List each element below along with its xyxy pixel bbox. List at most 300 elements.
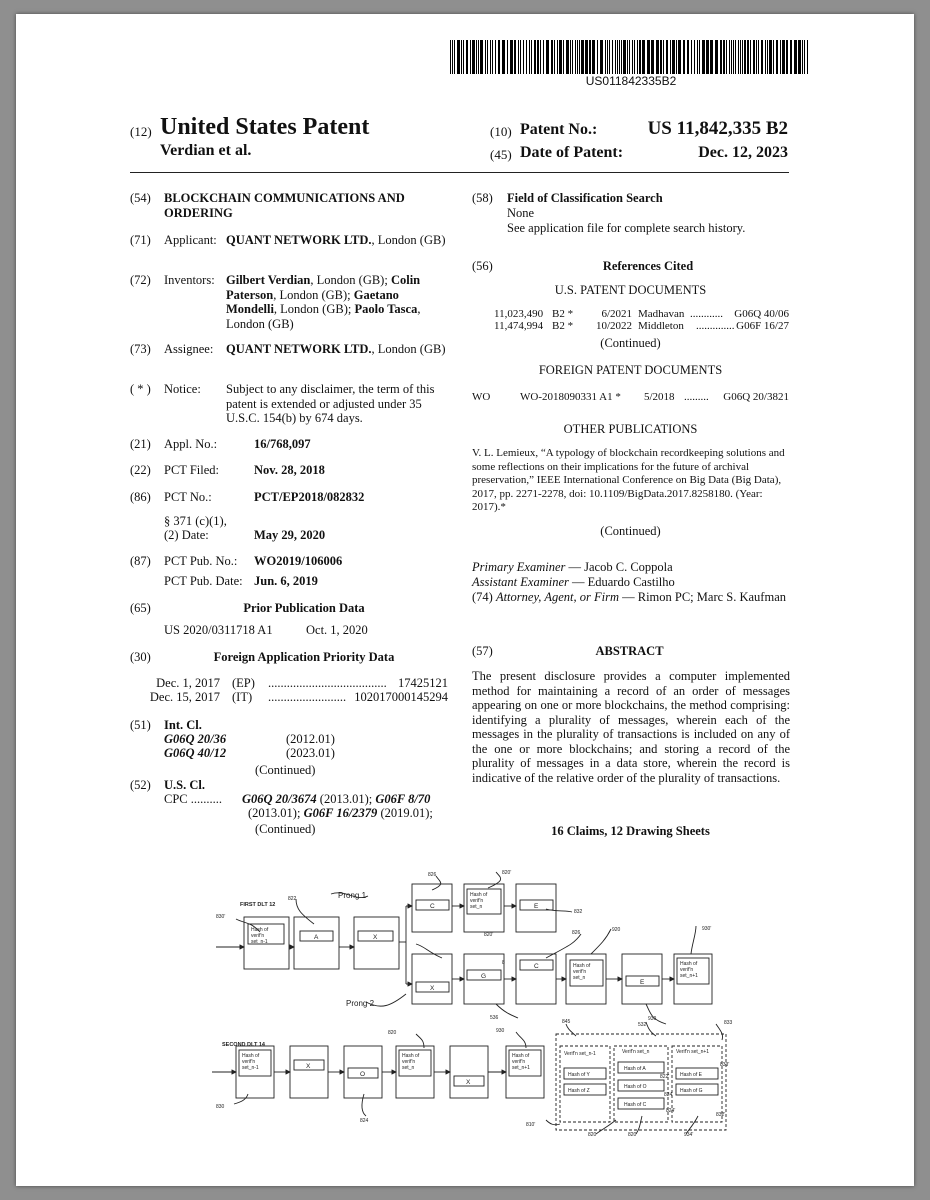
barcode-bar [543,40,544,74]
patent-no-label: Patent No.: [520,121,598,138]
cpc-class-1: G06Q 20/3674 [242,792,317,806]
fig-text: verif'n [251,933,265,939]
barcode-bar [518,40,519,74]
ref-date: 6/2021 [601,308,632,320]
fig-hash-a: Hash of A [624,1066,646,1072]
barcode-bar [726,40,727,74]
cpc-leader: .......... [190,792,223,806]
ref-label: 830 [216,1104,225,1110]
ref-label: 824 [360,1118,369,1124]
ref-label: 824' [666,1108,676,1114]
fig-text: Hash of [680,961,698,967]
fig-verif-next: Verif'n set_n+1 [676,1049,710,1055]
ref-label: 820' [484,932,494,938]
pct-no-code: (86) [130,490,151,504]
other-pubs-continued: (Continued) [600,524,661,538]
barcode-bar [490,40,491,74]
inventor-1: Gilbert Verdian [226,273,311,287]
priority-leader: ...................................... [268,676,387,690]
reference-row [472,308,789,320]
uscl-label: U.S. Cl. [164,778,205,792]
fig-text: Hash of [573,963,591,969]
fig-text: verif'n [242,1059,256,1065]
barcode-bar [738,40,739,74]
pct-filed-code: (22) [130,463,151,477]
barcode-bar [495,40,496,74]
block-a [294,917,339,969]
fig-block-x3: X [306,1063,311,1070]
barcode-bar [699,40,700,74]
barcode-bar [612,40,613,74]
intcl-class-2: G06Q 40/12 [164,746,227,760]
applicant-label: Applicant: [164,233,217,247]
applicant-code: (71) [130,233,151,247]
priority-date: Dec. 15, 2017 [149,690,220,704]
cpc-classes-2 [248,806,468,821]
barcode-bar [554,40,555,74]
barcode-bar [476,40,477,74]
barcode-bar [461,40,462,74]
barcode-bar [478,40,479,74]
fig-hash-o: Hash of O [624,1084,647,1090]
block-hash-verif-n [566,954,606,1004]
fig-text: verif'n [470,898,484,904]
barcode-bar [678,40,681,74]
us-docs-list [472,308,789,332]
barcode-bar [642,40,645,74]
invention-title: BLOCKCHAIN COMMUNICATIONS AND ORDERING [164,191,405,220]
barcode-bar [687,40,689,74]
title-code: (54) [130,191,151,205]
cpc-class-3: G06F 16/2379 [303,806,378,820]
barcode-bar [621,40,622,74]
pct-pub-date-label: PCT Pub. Date: [164,574,243,588]
inventor-2: Colin Paterson [226,273,421,302]
foreign-leader: ......... [684,391,709,403]
fig-hash-y: Hash of Y [568,1072,590,1078]
foreign-class: G06Q 20/3821 [723,391,789,403]
inventors-code: (72) [130,273,151,287]
ref-label: 826 [572,930,581,936]
fig-text: set_n [573,975,586,981]
barcode-bar [802,40,803,74]
figure-labels [216,870,733,1136]
ref-label: 934' [684,1132,694,1136]
ref-label: 820 [588,1132,597,1136]
date-code: (45) [490,147,512,162]
ref-label: 826 [428,872,437,878]
ref-label: 845 [562,1019,571,1025]
barcode-bar [607,40,608,74]
ref-label: 536 [490,1015,499,1021]
barcode-bar [776,40,778,74]
appl-label: Appl. No.: [164,437,218,451]
foreign-date: 5/2018 [644,391,675,403]
barcode-bar [577,40,578,74]
pct-no: PCT/EP2018/082832 [254,490,365,504]
barcode-bar [600,40,603,74]
fig-text: set_n [402,1065,415,1071]
date-label: Date of Patent: [520,144,624,161]
inventors-list [226,273,448,331]
fig-text: verif'n [402,1059,416,1065]
inventor-2-loc: , London (GB); [273,287,351,302]
ref-label: 822 [288,896,297,902]
ref-label: 8 [502,960,505,966]
barcode-bar [472,40,475,74]
barcode-bar [457,40,460,74]
barcode-bar [617,40,618,74]
barcode-bar [502,40,505,74]
ref-name: Middleton [638,320,684,332]
barcode-bar [740,40,741,74]
priority-number: 102017000145294 [354,690,448,704]
inventors-short: Verdian et al. [160,142,252,159]
barcode-bar [651,40,654,74]
barcode-bar [579,40,580,74]
barcode-bar [639,40,641,74]
block-c-prong2 [516,954,556,1004]
fig-block-c: C [430,903,435,910]
barcode-bar [756,40,757,74]
barcode-bar [619,40,620,74]
prior-date: Oct. 1, 2020 [306,623,368,637]
barcode-bar [660,40,662,74]
assignee [226,342,446,357]
ref-label: 930 [648,1016,657,1022]
barcode-bar [581,40,584,74]
priority-country: (IT) [232,690,253,704]
barcode-bar [672,40,675,74]
barcode [450,40,812,74]
attorney-code: (74) [472,590,496,604]
priority-number: 17425121 [398,676,448,690]
reference-row [472,320,789,332]
barcode-bar [572,40,573,74]
inventor-4: Paolo Tasca [354,302,418,316]
barcode-bar [765,40,766,74]
foreign-country: WO [472,391,491,403]
barcode-bar [790,40,792,74]
assignee-location: , London (GB) [371,342,446,356]
ref-label: 820' [502,870,512,876]
barcode-bar [773,40,774,74]
fig-text: Hash of [242,1053,260,1059]
fig-block-a: A [314,934,319,941]
intcl-version-2: (2023.01) [286,746,335,760]
pct-pub-no: WO2019/106006 [254,554,343,568]
cpc-version-3: (2019.01); [380,806,433,820]
header-rule [130,172,789,173]
barcode-bar [742,40,743,74]
patent-number: US 11,842,335 B2 [647,118,788,139]
barcode-bar [706,40,709,74]
assignee-name: QUANT NETWORK LTD. [226,342,372,356]
fig-block-x: X [373,934,378,941]
barcode-bar [710,40,713,74]
barcode-bar [807,40,808,74]
field-note: See application file for complete search history. [507,221,746,235]
barcode-bar [767,40,768,74]
barcode-bar [563,40,564,74]
barcode-bar [715,40,718,74]
barcode-bar [663,40,664,74]
pct-filed-date: Nov. 28, 2018 [254,463,325,477]
fig-text: verif'n [512,1059,526,1065]
barcode-bar [498,40,500,74]
ref-label: 930' [702,926,712,932]
barcode-bar [782,40,785,74]
barcode-bar [575,40,576,74]
patent-page [16,14,914,1186]
field-heading: Field of Classification Search [507,191,663,205]
other-publication: V. L. Lemieux, “A typology of blockchain recordkeeping solutions and some reflections on their implications for the future of archival preservation,” IEEE International Conference on Big Data (Big Data), 2017, pp. 2271-2278, doi: 10.1109/BigData.2017.8258180. (Year: 2017).* [472,447,785,513]
foreign-code: (30) [130,650,151,664]
ref-leader: .............. [696,320,735,332]
barcode-bar [514,40,516,74]
barcode-bar [670,40,671,74]
priority-list [140,676,448,704]
fig-hash-c: Hash of C [624,1102,647,1108]
barcode-bar [452,40,453,74]
cpc-label [164,792,222,807]
block-x [354,917,399,969]
primary-examiner-label: Primary Examiner [472,560,566,574]
barcode-bar [623,40,626,74]
appl-no: 16/768,097 [254,437,311,451]
barcode-bar [720,40,722,74]
kind-code: (12) [130,124,152,139]
ref-number: 11,474,994 [494,320,544,332]
ref-label: 832' [716,1112,726,1118]
ref-label: 833 [724,1020,733,1026]
cpc-classes [242,792,462,807]
pct-pub-label: PCT Pub. No.: [164,554,238,568]
fig-text: Hash of [251,927,269,933]
notice-code: ( * ) [130,382,151,396]
ref-label: 820' [628,1132,638,1136]
ref-label: 830' [216,914,226,920]
abstract-text: The present disclosure provides a computer implemented method for maintaining a record of an order of messages appearing on one or more blockchains, the method comprising: identifying a plurality of messages, wherein each of the messages in the plurality of transactions is included on any of the one or more blockchains; and storing a record of the plurality of messages in a data store, wherein the record is indicative of the relative order of the plurality of transactions. [472,669,790,785]
fig-block-x2: X [430,985,435,992]
ref-label: 832 [574,909,583,915]
ref-class: G06F 16/27 [736,320,789,332]
primary-examiner [472,560,673,575]
barcode-bar [463,40,464,74]
barcode-bar [769,40,772,74]
pct-pub-date: Jun. 6, 2019 [254,574,318,588]
pct-pub-code: (87) [130,554,151,568]
barcode-bar [615,40,616,74]
inventor-1-loc: , London (GB); [310,273,388,287]
block-bottom-x [290,1046,328,1098]
refs-code: (56) [472,259,493,273]
fig-text: Hash of [470,892,488,898]
abstract-code: (57) [472,644,493,658]
barcode-bar [744,40,746,74]
barcode-bar [691,40,692,74]
fig-block-g: G [481,973,487,980]
prong1-label: Prong 1 [338,891,367,900]
barcode-bar [537,40,539,74]
document-title: United States Patent [160,114,370,140]
field-code: (58) [472,191,493,205]
barcode-bar [634,40,635,74]
attorney-name: — Rimon PC; Marc S. Kaufman [618,590,786,604]
applicant-name: QUANT NETWORK LTD. [226,233,372,247]
assistant-examiner-name: — Eduardo Castilho [568,575,675,589]
barcode-bar [557,40,558,74]
inventors-label: Inventors: [164,273,215,287]
barcode-bar [485,40,486,74]
fig-hash-e: Hash of E [680,1072,702,1078]
abstract-heading: ABSTRACT [595,644,664,658]
ref-leader: ............ [690,308,723,320]
intcl-continued: (Continued) [255,763,316,777]
applicant-location: , London (GB) [371,233,446,247]
intcl-version-1: (2012.01) [286,732,335,746]
barcode-bar [723,40,725,74]
fig-text: set_n [470,904,483,910]
ref-kind: B2 * [552,320,574,332]
cpc-version-1: (2013.01); [319,792,373,806]
foreign-heading: Foreign Application Priority Data [213,650,395,664]
fig-text: verif'n [680,967,694,973]
fig-hash-g: Hash of G [680,1088,703,1094]
second-dlt-label: SECOND DLT 14 [222,1042,265,1048]
refs-heading: References Cited [602,259,694,273]
ref-label: 930 [496,1028,505,1034]
priority-row [140,676,448,690]
barcode-text: US011842335B2 [585,74,677,88]
first-dlt-label: FIRST DLT 12 [240,902,276,908]
barcode-bar [666,40,668,74]
priority-row [140,690,448,704]
prior-code: (65) [130,601,151,615]
inventor-3-loc: , London (GB); [273,302,352,316]
fig-text: set_n-1 [251,939,268,945]
fig-block-e2: E [640,979,645,986]
fig-verif-prev: Verif'n set_n-1 [564,1051,596,1057]
barcode-bar [531,40,532,74]
pct-filed-label: PCT Filed: [164,463,219,477]
fig-text: Hash of [402,1053,420,1059]
barcode-bar [683,40,685,74]
barcode-bar [510,40,513,74]
fig-block-c2: C [534,963,539,970]
block-bottom-x2 [450,1046,488,1098]
barcode-bar [540,40,541,74]
barcode-bar [551,40,553,74]
ref-label: 820 [388,1030,397,1036]
ref-label: 824 [664,1092,673,1098]
barcode-bar [507,40,508,74]
barcode-bar [454,40,455,74]
fig-block-e: E [534,903,539,910]
uscl-code: (52) [130,778,151,792]
priority-date: Dec. 1, 2017 [156,676,220,690]
ref-date: 10/2022 [595,320,632,332]
barcode-bar [492,40,493,74]
priority-leader: ......................... [268,690,347,704]
fig-text: set_n-1 [242,1065,259,1071]
barcode-bar [570,40,571,74]
notice-text: Subject to any disclaimer, the term of this patent is extended or adjusted under 35 U.S.C. 154(b) by 674 days. [226,382,435,425]
barcode-bar [731,40,732,74]
barcode-bar [520,40,521,74]
assignee-label: Assignee: [164,342,214,356]
prior-pub: US 2020/0311718 A1 [164,623,273,637]
barcode-bar [523,40,524,74]
fig-text: set_n+1 [512,1065,530,1071]
us-docs-continued: (Continued) [600,336,661,350]
barcode-bar [609,40,610,74]
barcode-bar [534,40,536,74]
barcode-bar [632,40,633,74]
ref-label: 833' [720,1062,730,1068]
ref-label: 810' [526,1122,536,1128]
intcl-code: (51) [130,718,151,732]
applicant [226,233,446,248]
inventor-4-loc: , London (GB) [226,302,421,331]
barcode-bar [733,40,734,74]
barcode-bar [592,40,595,74]
assignee-code: (73) [130,342,151,356]
barcode-bar [758,40,759,74]
representative-drawing [196,854,756,1136]
s371-label-1: § 371 (c)(1), [164,514,227,528]
barcode-bar [637,40,638,74]
barcode-bar [487,40,488,74]
barcode-bar [694,40,695,74]
fig-text: verif'n [573,969,587,975]
barcode-bar [676,40,677,74]
s371-date: May 29, 2020 [254,528,326,542]
pct-no-label: PCT No.: [164,490,212,504]
barcode-bar [804,40,805,74]
barcode-bar [747,40,749,74]
ref-kind: B2 * [552,308,574,320]
barcode-bar [627,40,628,74]
patent-date: Dec. 12, 2023 [698,144,788,161]
barcode-bar [629,40,630,74]
fig-text: Hash of [512,1053,530,1059]
barcode-bar [470,40,471,74]
barcode-bar [529,40,530,74]
fig-verif-cur: Verif'n set_n [622,1049,650,1055]
barcode-bar [597,40,598,74]
barcode-bar [566,40,569,74]
prong2-label: Prong 2 [346,999,375,1008]
barcode-bar [697,40,698,74]
intcl-class-1: G06Q 20/36 [164,732,227,746]
ref-number: 11,023,490 [494,308,544,320]
barcode-bar [750,40,751,74]
s371-label-2: (2) Date: [164,528,209,542]
barcode-bar [702,40,705,74]
cpc-class-2: G06F 8/70 [375,792,431,806]
barcode-bar [735,40,736,74]
attorney-label: Attorney, Agent, or Firm [495,590,619,604]
cpc-text: CPC [164,792,188,806]
uscl-continued: (Continued) [255,822,316,836]
barcode-bar [526,40,527,74]
foreign-number: WO-2018090331 A1 * [520,391,621,403]
ref-label: 920 [612,927,621,933]
barcode-bar [589,40,591,74]
barcode-bar [798,40,801,74]
barcode-bar [605,40,606,74]
